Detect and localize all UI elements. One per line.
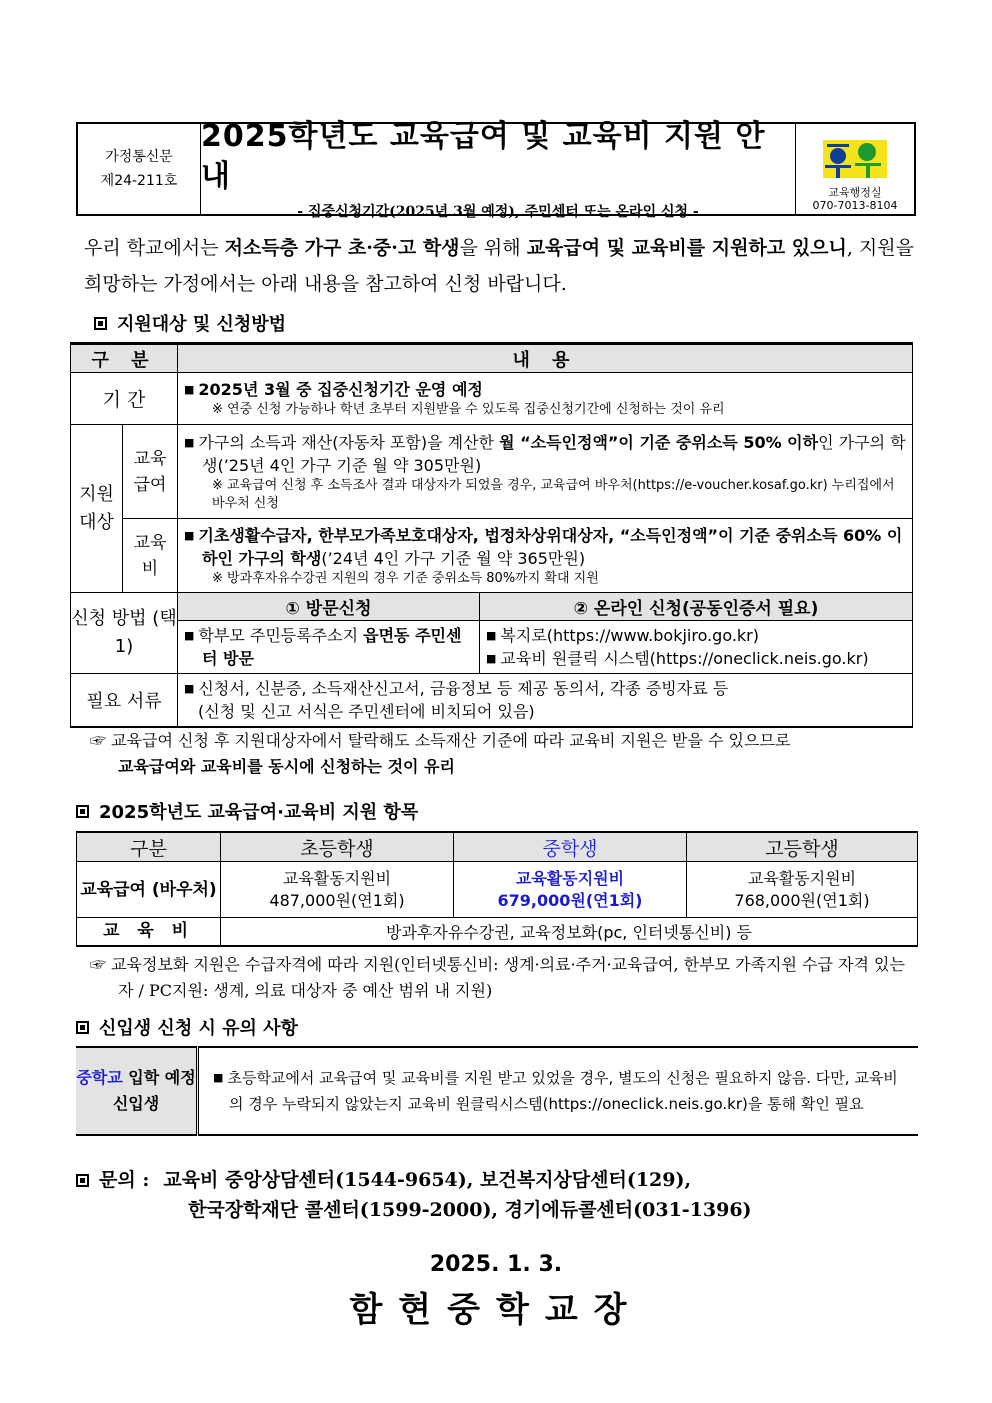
page-subtitle: - 집중신청기간(2025년 3월 예정), 주민센터 또는 온라인 신청 -: [297, 204, 699, 220]
header-cell: 내 용: [178, 344, 913, 373]
online-link-oneclick: 교육비 원클릭 시스템(https://oneclick.neis.go.kr): [500, 649, 869, 668]
doc-info: [78, 124, 201, 214]
bullet-icon: ■: [486, 652, 497, 665]
support-items-table: [76, 831, 918, 947]
row-content: [178, 519, 913, 593]
cell-item: 교육활동지원비: [747, 868, 857, 888]
section1-tip: [90, 728, 925, 780]
header-cell: 구 분: [71, 344, 178, 373]
bullet-icon: ■: [184, 435, 195, 449]
ec-bold: 기초생활수급자, 한부모가족보호대상자, 법정차상위대상자, “소득인정액”이 기준 중위소득 60% 이하인 가구의 학생: [198, 525, 903, 568]
school-principal: 함현중학교장: [349, 1290, 643, 1330]
row-label: 교 육 비: [77, 918, 221, 946]
row-content: [198, 1047, 919, 1135]
table-cell: [221, 862, 454, 918]
bullet-icon: ■: [184, 629, 195, 642]
online-header: ② 온라인 신청(공동인증서 필요): [480, 593, 913, 621]
row-sublabel: 교육 급여: [123, 425, 178, 519]
new-student-table: [76, 1046, 918, 1136]
intro-paragraph: [84, 230, 924, 302]
intro-text: 우리 학교에서는: [84, 237, 225, 259]
row-content: [178, 373, 913, 425]
doc-number: 제24-211호: [100, 173, 178, 189]
contact-line: 한국장학재단 콜센터(1599-2000), 경기에듀콜센터(031-1396): [188, 1199, 752, 1221]
dept-name: 교육행정실: [828, 186, 882, 199]
header-cell: 고등학생: [687, 832, 918, 862]
cell-amount: 487,000원(연1회): [269, 890, 405, 910]
row-content: [178, 425, 913, 519]
section-title: [76, 1014, 298, 1040]
online-content: [480, 621, 913, 674]
visit-bold: 읍면동 주민센터 방문: [202, 626, 462, 668]
contact-line: 교육비 중앙상담센터(1544-9654), 보건복지상담센터(129),: [163, 1169, 692, 1191]
row-label: 필요 서류: [71, 674, 178, 728]
row-sublabel: 교육 비: [123, 519, 178, 593]
table-cell: [687, 862, 918, 918]
eb-note: ※ 교육급여 신청 후 소득조사 결과 대상자가 되었을 경우, 교육급여 바우처(https://e-voucher.kosaf.go.kr) 누리집에서 바우처 신청: [212, 477, 895, 511]
docs-note: (신청 및 신고 서식은 주민센터에 비치되어 있음): [198, 702, 535, 721]
visit-text: 학부모 주민등록주소지: [198, 626, 364, 645]
table-row: [71, 674, 913, 728]
visit-content: [178, 621, 480, 674]
cell-item: 교육활동지원비: [515, 868, 625, 888]
table-header-row: [71, 344, 913, 373]
ec-note: ※ 방과후자유수강권 지원의 경우 기준 중위소득 80%까지 확대 지원: [212, 570, 599, 586]
issue-date: 2025. 1. 3.: [429, 1252, 563, 1277]
table-cell: 방과후자유수강권, 교육정보화(pc, 인터넷통신비) 등: [221, 918, 918, 946]
eb-text: 가구의 소득과 재산(자동차 포함)을 계산한: [198, 432, 500, 452]
cell-amount: 679,000원(연1회): [497, 890, 643, 910]
ec-text: (’24년 4인 가구 기준 월 약 365만원): [321, 548, 586, 568]
tip-text: ☞ 교육급여 신청 후 지원대상자에서 탈락해도 소득재산 기준에 따라 교육비 지원은 받을 수 있으므로: [90, 731, 791, 750]
intro-bold: 저소득층 가구 초·중·고 학생: [224, 237, 460, 259]
header-cell: 중학생: [454, 832, 687, 862]
table-row: [71, 425, 913, 519]
bullet-icon: ■: [486, 629, 497, 642]
intro-text: 을 위해: [459, 237, 527, 259]
tip-bold: 교육급여와 교육비를 동시에 신청하는 것이 유리: [118, 757, 455, 776]
cell-item: 교육활동지원비: [282, 868, 392, 888]
table-header-row: [77, 832, 918, 862]
newsletter-header: [76, 119, 916, 220]
table-row: [77, 862, 918, 918]
period-note: ※ 연중 신청 가능하나 학년 초부터 지원받을 수 있도록 집중신청기간에 신청하는 것이 유리: [212, 402, 725, 417]
period-text: 2025년 3월 중 집중신청기간 운영 예정: [198, 380, 483, 399]
table-row: [76, 1047, 918, 1135]
section-title-text: 신입생 신청 시 유의 사항: [99, 1018, 298, 1039]
row-content: [178, 674, 913, 728]
label-highlight: 중학교: [76, 1068, 123, 1087]
bullet-icon: ■: [184, 383, 195, 396]
square-bullet-icon: [76, 1174, 89, 1187]
section2-tip: [90, 952, 920, 1004]
table-row: [71, 621, 913, 674]
title-block: [201, 119, 796, 220]
docs-text: 신청서, 신분증, 소득재산신고서, 금융정보 등 제공 동의서, 각종 증빙자료 등: [198, 679, 729, 698]
bullet-icon: ■: [184, 682, 195, 695]
contact-label: 문의 :: [99, 1169, 150, 1191]
table-cell: [454, 862, 687, 918]
intro-text: , 지원을 희망하는 가정에서는 아래 내용을 참고하여 신청 바랍니다.: [84, 237, 914, 295]
header-cell: 초등학생: [221, 832, 454, 862]
notice-text: 초등학교에서 교육급여 및 교육비를 지원 받고 있었을 경우, 별도의 신청은 필요하지 않음. 다만, 교육비의 경우 누락되지 않았는지 교육비 원클릭시스템(https://oneclick.neis.go.kr)을 통해 확인 필요: [227, 1069, 898, 1113]
dept-block: [796, 124, 914, 214]
online-link-bokjiro: 복지로(https://www.bokjiro.go.kr): [500, 626, 760, 645]
tip-text: ☞ 교육정보화 지원은 수급자격에 따라 지원(인터넷통신비: 생계·의료·주거·교육급여, 한부모 가족지원 수급 자격 있는 자 / PC지원: 생계, 의료 대상자 중 예산 범위 내 지원): [90, 955, 905, 1000]
section-title: [94, 310, 286, 336]
eb-text: 인 가구의 학생(’25년 4인 가구 기준 월 약 305만원): [202, 432, 906, 475]
row-label: 기 간: [71, 373, 178, 425]
visit-header: ① 방문신청: [178, 593, 480, 621]
section-title-text: 지원대상 및 신청방법: [117, 314, 287, 335]
square-bullet-icon: [94, 317, 107, 330]
page-title: 2025학년도 교육급여 및 교육비 지원 안내: [201, 119, 766, 194]
eb-bold: 월 “소득인정액”이 기준 중위소득 50% 이하: [499, 432, 819, 452]
row-label: 교육급여 (바우처): [77, 862, 221, 918]
doc-type: 가정통신문: [105, 149, 173, 165]
support-target-table: [70, 342, 913, 728]
bullet-icon: ■: [213, 1071, 224, 1084]
cell-amount: 768,000원(연1회): [734, 890, 870, 910]
contact-info: [76, 1165, 752, 1225]
section-title-text: 2025학년도 교육급여·교육비 지원 항목: [99, 802, 419, 823]
intro-bold: 교육급여 및 교육비를 지원하고 있으니: [526, 237, 847, 259]
header-cell: 구분: [77, 832, 221, 862]
bullet-icon: ■: [184, 528, 195, 542]
section-title: [76, 798, 418, 824]
dept-phone: 070-7013-8104: [812, 199, 898, 212]
row-label: 신청 방법 (택1): [71, 593, 178, 674]
table-row: [71, 593, 913, 621]
square-bullet-icon: [76, 805, 89, 818]
row-label: [76, 1047, 198, 1135]
table-row: [71, 373, 913, 425]
square-bullet-icon: [76, 1021, 89, 1034]
table-row: [71, 519, 913, 593]
table-row: [77, 918, 918, 946]
label-rest: 입학 예정 신입생: [112, 1068, 196, 1113]
row-label: 지원 대상: [71, 425, 123, 593]
school-logo-icon: [823, 136, 887, 182]
